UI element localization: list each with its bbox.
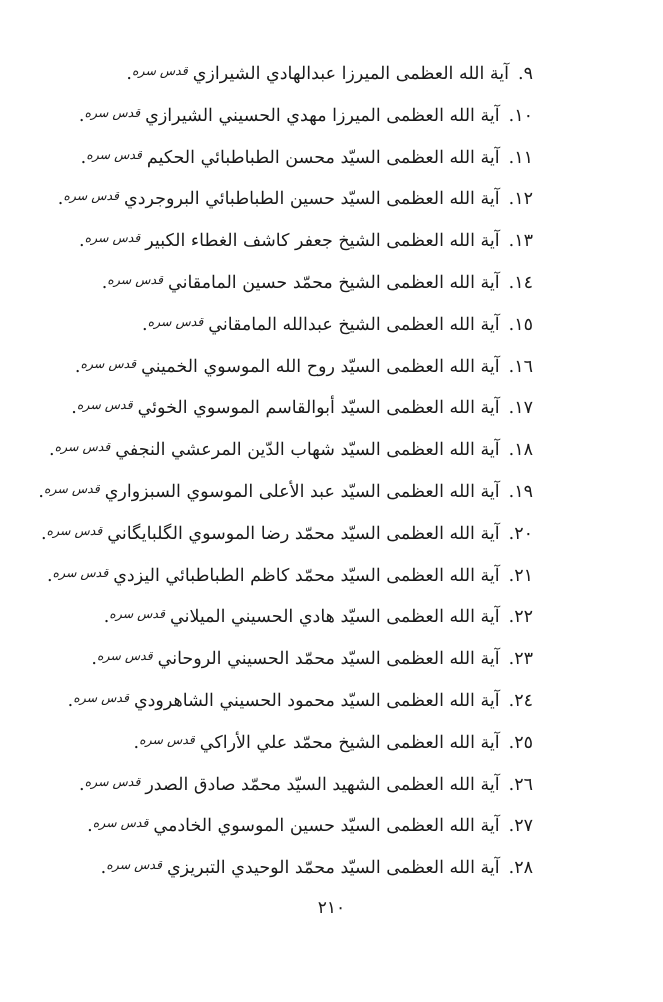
item-end-mark: . — [126, 64, 132, 84]
list-item — [73, 347, 533, 389]
item-name: آية الله العظمى الشهيد السيّد محمّد صادق الصدر — [145, 774, 500, 795]
item-end-mark: . — [49, 440, 55, 461]
honorific: قدس سره — [106, 857, 162, 873]
item-end-mark: . — [87, 816, 93, 837]
scholars-list — [38, 54, 533, 890]
item-name: آية الله العظمى السيّد عبد الأعلى الموسوي السبزواري — [104, 481, 500, 502]
item-number: ١٩. — [508, 481, 533, 502]
item-end-mark: . — [101, 272, 108, 293]
list-item — [40, 514, 533, 556]
list-item — [73, 848, 533, 890]
honorific: قدس سره — [43, 480, 100, 496]
list-item — [57, 179, 533, 221]
list-item — [73, 806, 533, 848]
item-number: ٢٣. — [508, 649, 533, 670]
item-name: آية الله العظمى السيّد محمّد كاظم الطباطبائي اليزدي — [113, 565, 500, 586]
item-end-mark: . — [91, 649, 97, 670]
honorific: قدس سره — [147, 313, 204, 329]
list-item — [73, 388, 533, 430]
item-number: ٢٢. — [508, 607, 533, 628]
item-number: ٩. — [518, 64, 533, 84]
honorific: قدس سره — [109, 606, 165, 622]
item-name: آية الله العظمى السيّد محمّد الوحيدي التبريزي — [166, 858, 500, 879]
page-number: ٢١٠ — [317, 898, 346, 918]
item-name: آية الله العظمى الميرزا مهدي الحسيني الشيرازي — [145, 105, 500, 126]
item-end-mark: . — [133, 732, 140, 753]
item-end-mark: . — [79, 774, 85, 795]
item-end-mark: . — [78, 105, 85, 126]
item-number: ٢١. — [508, 565, 533, 586]
honorific: قدس سره — [76, 397, 133, 413]
honorific: قدس سره — [84, 230, 141, 246]
honorific: قدس سره — [73, 689, 129, 705]
item-name: آية الله العظمى السيّد محمود الحسيني الشاهرودي — [133, 690, 500, 711]
item-name: آية الله العظمى السيّد حسين الطباطبائي البروجردي — [124, 189, 500, 210]
list-item — [73, 221, 533, 263]
item-number: ٢٠. — [508, 523, 533, 544]
list-item — [73, 263, 533, 305]
item-end-mark: . — [103, 607, 110, 628]
honorific: قدس سره — [92, 815, 149, 831]
list-item — [73, 723, 533, 765]
list-item — [67, 681, 533, 723]
item-end-mark: . — [40, 523, 47, 544]
item-number: ١٧. — [508, 398, 533, 419]
honorific: قدس سره — [84, 104, 141, 120]
item-end-mark: . — [71, 398, 77, 419]
honorific: قدس سره — [107, 271, 163, 287]
item-name: آية الله العظمى السيّد محسن الطباطبائي الحكيم — [146, 147, 500, 168]
item-name: آية الله العظمى الشيخ جعفر كاشف الغطاء الكبير — [145, 231, 500, 252]
list-item — [73, 765, 533, 807]
list-item — [46, 556, 533, 598]
item-name: آية الله العظمى الشيخ محمّد حسين المامقاني — [168, 272, 500, 293]
list-item — [73, 96, 533, 138]
item-number: ١٦. — [508, 356, 533, 377]
item-name: آية الله العظمى السيّد محمّد رضا الموسوي الگلبايگاني — [107, 523, 500, 544]
item-end-mark: . — [142, 314, 148, 335]
list-item — [73, 138, 533, 180]
honorific: قدس سره — [86, 146, 142, 162]
list-item — [38, 472, 533, 514]
list-item — [73, 597, 533, 639]
item-end-mark: . — [67, 690, 74, 711]
item-name: آية الله العظمى السيّد محمّد الحسيني الروحاني — [157, 649, 500, 670]
item-end-mark: . — [46, 565, 53, 586]
item-name: آية الله العظمى السيّد هادي الحسيني الميلاني — [169, 607, 500, 628]
item-number: ١٥. — [508, 314, 533, 335]
honorific: قدس سره — [52, 564, 109, 580]
honorific: قدس سره — [54, 439, 111, 455]
item-name: آية الله العظمى الشيخ محمّد علي الأراكي — [199, 732, 500, 753]
item-end-mark: . — [100, 858, 107, 879]
item-number: ١٠. — [508, 105, 533, 126]
list-item — [49, 430, 533, 472]
list-item — [73, 639, 533, 681]
item-name: آية الله العظمى السيّد أبوالقاسم الموسوي الخوئي — [137, 398, 500, 419]
item-name: آية الله العظمى الميرزا عبدالهادي الشيرازي — [192, 64, 510, 84]
item-end-mark: . — [57, 189, 64, 210]
item-number: ١٤. — [508, 272, 533, 293]
item-number: ١٣. — [508, 231, 533, 252]
item-number: ٢٦. — [508, 774, 533, 795]
item-number: ١١. — [508, 147, 533, 168]
item-number: ٢٧. — [508, 816, 533, 837]
item-end-mark: . — [38, 481, 44, 502]
item-name: آية الله العظمى السيّد حسين الموسوي الخادمي — [153, 816, 500, 837]
honorific: قدس سره — [96, 648, 153, 664]
honorific: قدس سره — [63, 188, 120, 204]
item-number: ١٢. — [508, 189, 533, 210]
item-number: ١٨. — [508, 440, 533, 461]
item-end-mark: . — [74, 356, 81, 377]
item-end-mark: . — [78, 231, 85, 252]
list-item — [73, 54, 533, 96]
item-number: ٢٤. — [508, 690, 533, 711]
honorific: قدس سره — [139, 731, 195, 747]
honorific: قدس سره — [80, 355, 137, 371]
item-number: ٢٨. — [508, 858, 533, 879]
item-name: آية الله العظمى السيّد شهاب الدّين المرعشي النجفي — [115, 440, 500, 461]
list-item — [73, 305, 533, 347]
honorific: قدس سره — [46, 522, 103, 538]
item-name: آية الله العظمى الشيخ عبدالله المامقاني — [208, 314, 500, 335]
honorific: قدس سره — [132, 63, 188, 78]
item-end-mark: . — [80, 147, 87, 168]
honorific: قدس سره — [84, 773, 141, 789]
item-name: آية الله العظمى السيّد روح الله الموسوي الخميني — [141, 356, 500, 377]
item-number: ٢٥. — [508, 732, 533, 753]
